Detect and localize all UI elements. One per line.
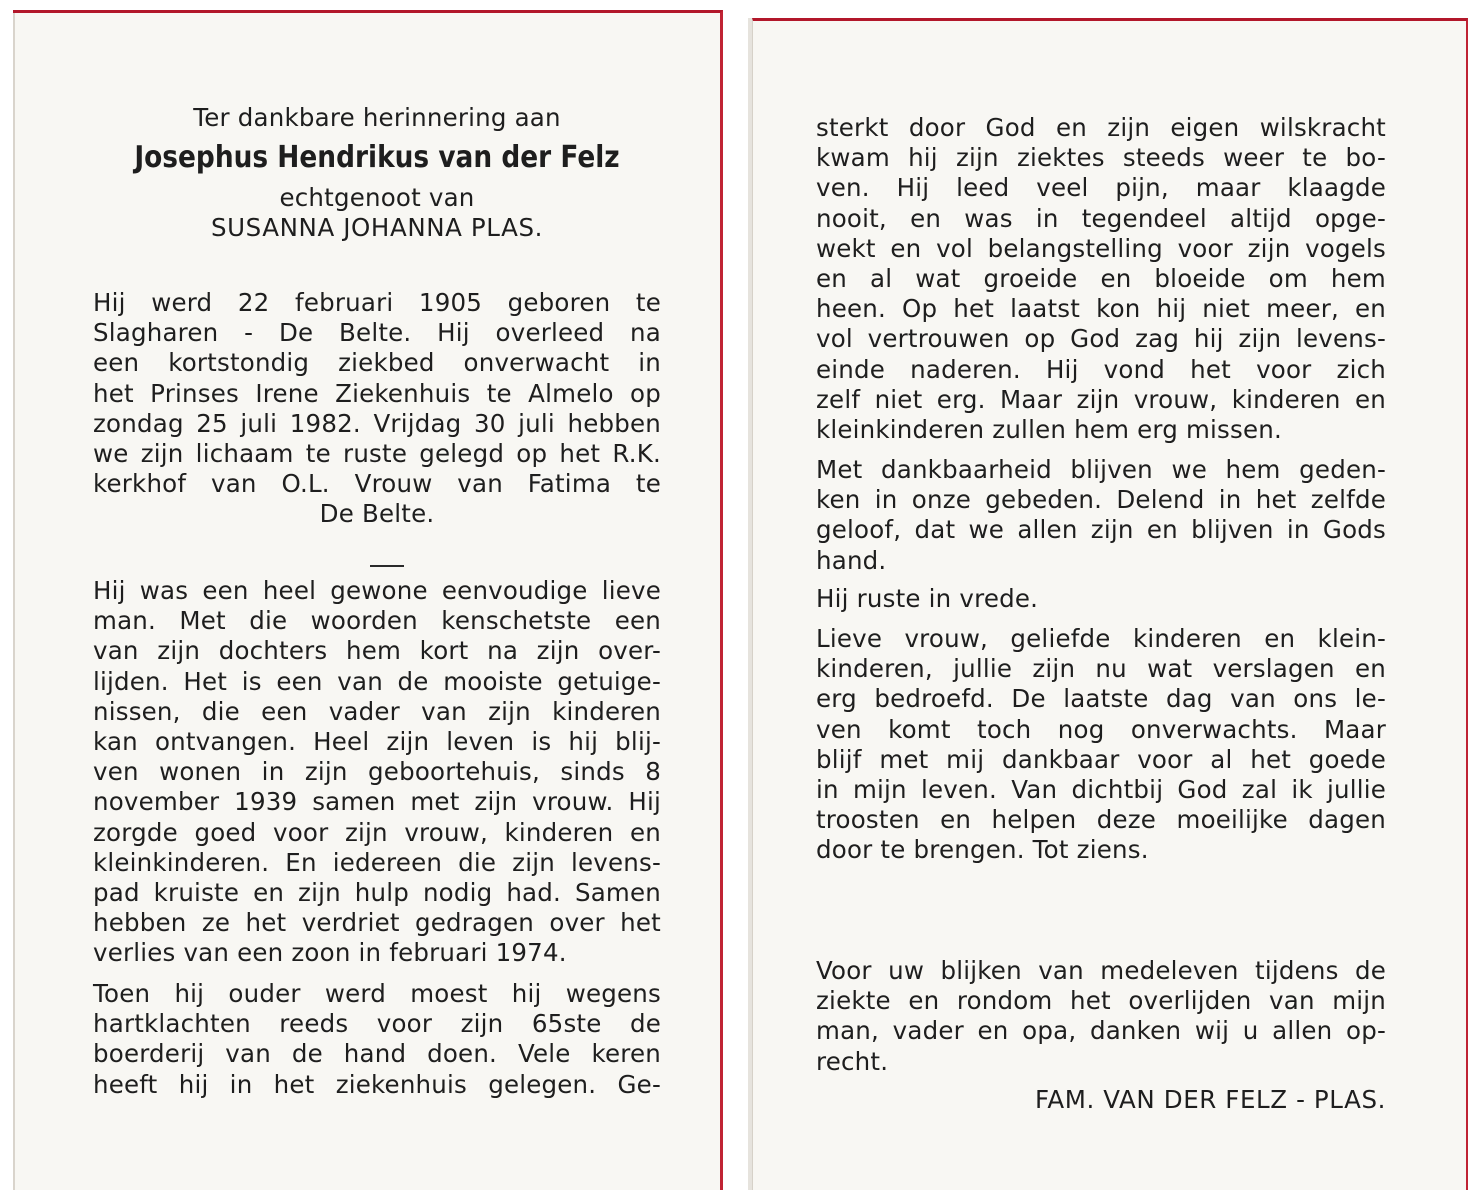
text-line: man, vader en opa, danken wij u allen op- xyxy=(816,1016,1386,1046)
text-line: en al wat groeide en bloeide om hem xyxy=(816,264,1386,294)
text-line: in mijn leven. Van dichtbij God zal ik jullie xyxy=(816,775,1386,805)
text-line: vol vertrouwen op God zag hij zijn levens- xyxy=(816,324,1386,354)
text-line: man. Met die woorden kenschetste een xyxy=(93,606,661,636)
text-line: ven wonen in zijn geboortehuis, sinds 8 xyxy=(93,757,661,787)
text-line: kleinkinderen zullen hem erg missen. xyxy=(816,415,1282,445)
text-line: we zijn lichaam te ruste gelegd op het R.K. xyxy=(93,439,661,469)
text-line: ven komt toch nog onverwachts. Maar xyxy=(816,714,1386,744)
remembrance-paragraph xyxy=(816,455,1386,576)
text-line: geloof, dat we allen zijn en blijven in Gods xyxy=(816,515,1386,545)
text-line: hebben ze het verdriet gedragen over het xyxy=(93,908,661,938)
text-line: kleinkinderen. En iedereen die zijn levens- xyxy=(93,847,661,877)
text-line: een kortstondig ziekbed onverwacht in xyxy=(93,348,661,378)
biography-paragraph-2 xyxy=(93,576,661,969)
text-line: ken in onze gebeden. Delend in het zelfde xyxy=(816,485,1386,515)
text-line: Toen hij ouder werd moest hij wegens xyxy=(93,979,661,1008)
text-line: van zijn dochters hem kort na zijn over- xyxy=(93,636,661,666)
text-line: troosten en helpen deze moeilijke dagen xyxy=(816,805,1386,835)
text-line: november 1939 samen met zijn vrouw. Hij xyxy=(93,787,661,817)
text-line: hartklachten reeds voor zijn 65ste de xyxy=(93,1009,661,1039)
text-line: kan ontvangen. Heel zijn leven is hij blij- xyxy=(93,727,661,757)
text-line: heen. Op het laatst kon hij niet meer, en xyxy=(816,294,1386,324)
text-line: door te brengen. Tot ziens. xyxy=(816,835,1149,865)
memorial-card-back xyxy=(752,18,1468,1190)
text-line: zorgde goed voor zijn vrouw, kinderen en xyxy=(93,817,661,847)
spouse-label: echtgenoot van xyxy=(279,183,475,213)
thanks-paragraph xyxy=(816,956,1386,1077)
biography-paragraph-1 xyxy=(93,288,661,530)
signature-line: FAM. VAN DER FELZ - PLAS. xyxy=(1034,1085,1386,1114)
text-line: wekt en vol belangstelling voor zijn vogels xyxy=(816,233,1386,263)
text-line: Hij werd 22 februari 1905 geboren te xyxy=(93,288,661,317)
text-line: sterkt door God en zijn eigen wilskracht xyxy=(816,113,1386,142)
text-line: einde naderen. Hij vond het voor zich xyxy=(816,354,1386,384)
text-line: heeft hij in het ziekenhuis gelegen. Ge- xyxy=(93,1069,661,1099)
memorial-card-front xyxy=(13,10,723,1190)
text-line: verlies van een zoon in februari 1974. xyxy=(93,938,567,968)
text-line: Met dankbaarheid blijven we hem geden- xyxy=(816,455,1386,484)
text-line: Lieve vrouw, geliefde kinderen en klein- xyxy=(816,624,1386,653)
biography-continuation xyxy=(816,113,1386,445)
text-line: zondag 25 juli 1982. Vrijdag 30 juli hebben xyxy=(93,408,661,438)
text-line: kerkhof van O.L. Vrouw van Fatima te xyxy=(93,469,661,499)
text-line: blijf met mij dankbaar voor al het goede xyxy=(816,744,1386,774)
deceased-name: Josephus Hendrikus van der Felz xyxy=(134,140,620,176)
spouse-name: SUSANNA JOHANNA PLAS. xyxy=(210,213,544,243)
card-header xyxy=(93,103,661,244)
text-line: Hij was een heel gewone eenvoudige lieve xyxy=(93,576,661,605)
text-line: kinderen, jullie zijn nu wat verslagen en xyxy=(816,654,1386,684)
text-line: erg bedroefd. De laatste dag van ons le- xyxy=(816,684,1386,714)
text-line: ven. Hij leed veel pijn, maar klaagde xyxy=(816,173,1386,203)
separator-dash xyxy=(370,565,404,567)
rest-in-peace xyxy=(816,584,1386,614)
text-line: lijden. Het is een van de mooiste getuige- xyxy=(93,666,661,696)
text-line: het Prinses Irene Ziekenhuis te Almelo op xyxy=(93,378,661,408)
biography-paragraph-3 xyxy=(93,979,661,1100)
text-line: Hij ruste in vrede. xyxy=(816,584,1039,613)
family-signature xyxy=(816,1085,1386,1115)
text-line: nooit, en was in tegendeel altijd opge- xyxy=(816,203,1386,233)
text-line: ziekte en rondom het overlijden van mijn xyxy=(816,986,1386,1016)
text-line: hand. xyxy=(816,545,887,575)
text-line: zelf niet erg. Maar zijn vrouw, kinderen en xyxy=(816,384,1386,414)
text-line: pad kruiste en zijn hulp nodig had. Samen xyxy=(93,878,661,908)
text-line: Slagharen - De Belte. Hij overleed na xyxy=(93,318,661,348)
text-line: recht. xyxy=(816,1046,889,1076)
text-line: boerderij van de hand doen. Vele keren xyxy=(93,1039,661,1069)
farewell-paragraph xyxy=(816,624,1386,866)
text-line: De Belte. xyxy=(319,499,435,529)
intro-line: Ter dankbare herinnering aan xyxy=(193,103,561,132)
text-line: Voor uw blijken van medeleven tijdens de xyxy=(816,956,1386,985)
text-line: nissen, die een vader van zijn kinderen xyxy=(93,696,661,726)
text-line: kwam hij zijn ziektes steeds weer te bo- xyxy=(816,143,1386,173)
